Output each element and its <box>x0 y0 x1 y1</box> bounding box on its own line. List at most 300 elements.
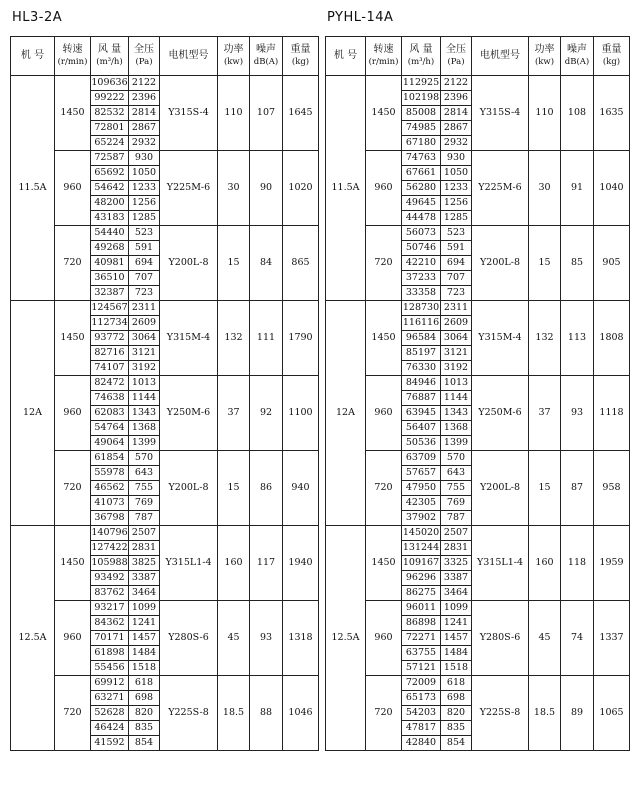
speed-cell: 960 <box>55 151 91 226</box>
pressure-cell: 2507 <box>441 526 472 541</box>
airflow-cell: 85008 <box>402 106 441 121</box>
pressure-cell: 2831 <box>129 541 160 556</box>
pressure-cell: 1484 <box>441 646 472 661</box>
power-cell: 37 <box>218 376 250 451</box>
pressure-cell: 1285 <box>129 211 160 226</box>
airflow-cell: 55978 <box>91 466 129 481</box>
airflow-cell: 56073 <box>402 226 441 241</box>
column-header-label: 噪声 <box>256 44 276 55</box>
motor-model-cell: Y315S-4 <box>472 76 529 151</box>
pressure-cell: 3121 <box>441 346 472 361</box>
airflow-cell: 96296 <box>402 571 441 586</box>
airflow-cell: 93217 <box>91 601 129 616</box>
motor-model-cell: Y200L-8 <box>472 451 529 526</box>
airflow-cell: 40981 <box>91 256 129 271</box>
motor-model-cell: Y315S-4 <box>160 76 218 151</box>
pressure-cell: 3064 <box>129 331 160 346</box>
airflow-cell: 36798 <box>91 511 129 526</box>
airflow-cell: 54203 <box>402 706 441 721</box>
pressure-cell: 643 <box>441 466 472 481</box>
noise-cell: 90 <box>250 151 283 226</box>
speed-cell: 1450 <box>55 526 91 601</box>
power-cell: 132 <box>218 301 250 376</box>
column-header <box>529 37 561 76</box>
pressure-cell: 570 <box>441 451 472 466</box>
pressure-cell: 523 <box>441 226 472 241</box>
pressure-cell: 1484 <box>129 646 160 661</box>
column-header <box>326 37 366 76</box>
column-header-label: 噪声 <box>567 44 587 55</box>
weight-cell: 1020 <box>283 151 319 226</box>
airflow-cell: 63709 <box>402 451 441 466</box>
pressure-cell: 1399 <box>129 436 160 451</box>
airflow-cell: 74985 <box>402 121 441 136</box>
airflow-cell: 74107 <box>91 361 129 376</box>
column-header-unit: (kw) <box>223 57 244 67</box>
pressure-cell: 1343 <box>129 406 160 421</box>
column-header-unit: (r/min) <box>57 57 88 67</box>
pressure-cell: 3387 <box>129 571 160 586</box>
airflow-cell: 86898 <box>402 616 441 631</box>
column-header <box>129 37 160 76</box>
column-header-label: 全压 <box>446 44 466 55</box>
airflow-cell: 93772 <box>91 331 129 346</box>
column-header-unit: (kg) <box>291 57 310 67</box>
pressure-cell: 1144 <box>129 391 160 406</box>
weight-cell: 1790 <box>283 301 319 376</box>
column-header <box>402 37 441 76</box>
power-cell: 45 <box>529 601 561 676</box>
pressure-cell: 930 <box>129 151 160 166</box>
power-cell: 30 <box>218 151 250 226</box>
pressure-cell: 1457 <box>441 631 472 646</box>
pressure-cell: 1241 <box>441 616 472 631</box>
column-header-label: 功率 <box>534 44 555 55</box>
motor-model-cell: Y250M-6 <box>160 376 218 451</box>
table-row <box>326 76 630 91</box>
column-header <box>283 37 319 76</box>
speed-cell: 720 <box>366 451 402 526</box>
weight-cell: 940 <box>283 451 319 526</box>
pressure-cell: 591 <box>129 241 160 256</box>
noise-cell: 86 <box>250 451 283 526</box>
power-cell: 132 <box>529 301 561 376</box>
airflow-cell: 67180 <box>402 136 441 151</box>
airflow-cell: 44478 <box>402 211 441 226</box>
pressure-cell: 694 <box>129 256 160 271</box>
airflow-cell: 61898 <box>91 646 129 661</box>
weight-cell: 1065 <box>594 676 630 751</box>
pressure-cell: 1013 <box>129 376 160 391</box>
pressure-cell: 618 <box>129 676 160 691</box>
column-header-unit: (m³/h) <box>407 57 435 67</box>
column-header <box>11 37 55 76</box>
motor-model-cell: Y200L-8 <box>472 226 529 301</box>
power-cell: 160 <box>218 526 250 601</box>
column-header-unit: (Pa) <box>447 57 465 67</box>
pressure-cell: 2867 <box>129 121 160 136</box>
pressure-cell: 723 <box>441 286 472 301</box>
airflow-cell: 145020 <box>402 526 441 541</box>
column-header-label: 机 号 <box>333 50 358 61</box>
airflow-cell: 112925 <box>402 76 441 91</box>
pressure-cell: 723 <box>129 286 160 301</box>
table-row <box>326 226 630 241</box>
airflow-cell: 82472 <box>91 376 129 391</box>
table-title: PYHL-14A <box>327 10 394 25</box>
noise-cell: 93 <box>561 376 594 451</box>
airflow-cell: 54642 <box>91 181 129 196</box>
pressure-cell: 1518 <box>441 661 472 676</box>
airflow-cell: 124567 <box>91 301 129 316</box>
column-header-label: 功率 <box>223 44 244 55</box>
motor-model-cell: Y200L-8 <box>160 226 218 301</box>
airflow-cell: 54440 <box>91 226 129 241</box>
noise-cell: 88 <box>250 676 283 751</box>
noise-cell: 107 <box>250 76 283 151</box>
airflow-cell: 50746 <box>402 241 441 256</box>
airflow-cell: 46562 <box>91 481 129 496</box>
speed-cell: 1450 <box>366 526 402 601</box>
column-header <box>441 37 472 76</box>
airflow-cell: 86275 <box>402 586 441 601</box>
airflow-cell: 72801 <box>91 121 129 136</box>
airflow-cell: 61854 <box>91 451 129 466</box>
airflow-cell: 50536 <box>402 436 441 451</box>
machine-model-cell: 11.5A <box>11 76 55 301</box>
pressure-cell: 1368 <box>441 421 472 436</box>
speed-cell: 960 <box>366 376 402 451</box>
power-cell: 15 <box>218 226 250 301</box>
pressure-cell: 1285 <box>441 211 472 226</box>
table-row <box>11 151 319 166</box>
pressure-cell: 1013 <box>441 376 472 391</box>
column-header-label: 重量 <box>601 44 622 55</box>
motor-model-cell: Y315M-4 <box>472 301 529 376</box>
airflow-cell: 99222 <box>91 91 129 106</box>
pressure-cell: 769 <box>441 496 472 511</box>
pressure-cell: 707 <box>441 271 472 286</box>
speed-cell: 720 <box>55 226 91 301</box>
speed-cell: 960 <box>55 376 91 451</box>
airflow-cell: 63945 <box>402 406 441 421</box>
airflow-cell: 33358 <box>402 286 441 301</box>
airflow-cell: 65173 <box>402 691 441 706</box>
power-cell: 15 <box>218 451 250 526</box>
weight-cell: 1046 <box>283 676 319 751</box>
speed-cell: 1450 <box>366 76 402 151</box>
airflow-cell: 96584 <box>402 331 441 346</box>
airflow-cell: 49645 <box>402 196 441 211</box>
pressure-cell: 1050 <box>129 166 160 181</box>
airflow-cell: 128730 <box>402 301 441 316</box>
airflow-cell: 70171 <box>91 631 129 646</box>
column-header <box>250 37 283 76</box>
airflow-cell: 82532 <box>91 106 129 121</box>
column-header <box>218 37 250 76</box>
column-header <box>160 37 218 76</box>
pressure-cell: 755 <box>441 481 472 496</box>
column-header-unit: (kw) <box>534 57 555 67</box>
airflow-cell: 74763 <box>402 151 441 166</box>
column-header <box>55 37 91 76</box>
pressure-cell: 1233 <box>441 181 472 196</box>
column-header <box>594 37 630 76</box>
motor-model-cell: Y315M-4 <box>160 301 218 376</box>
airflow-cell: 74638 <box>91 391 129 406</box>
table-row <box>326 376 630 391</box>
pressure-cell: 698 <box>441 691 472 706</box>
power-cell: 37 <box>529 376 561 451</box>
pressure-cell: 2814 <box>129 106 160 121</box>
fan-table-panel-pyhl-14a <box>325 8 629 751</box>
column-header-label: 转速 <box>62 44 83 55</box>
airflow-cell: 43183 <box>91 211 129 226</box>
pressure-cell: 1256 <box>129 196 160 211</box>
speed-cell: 1450 <box>55 301 91 376</box>
weight-cell: 1959 <box>594 526 630 601</box>
weight-cell: 958 <box>594 451 630 526</box>
motor-model-cell: Y225M-6 <box>472 151 529 226</box>
airflow-cell: 76330 <box>402 361 441 376</box>
airflow-cell: 46424 <box>91 721 129 736</box>
noise-cell: 111 <box>250 301 283 376</box>
pressure-cell: 2867 <box>441 121 472 136</box>
pressure-cell: 1399 <box>441 436 472 451</box>
motor-model-cell: Y280S-6 <box>160 601 218 676</box>
pressure-cell: 1343 <box>441 406 472 421</box>
pressure-cell: 1256 <box>441 196 472 211</box>
noise-cell: 84 <box>250 226 283 301</box>
airflow-cell: 57121 <box>402 661 441 676</box>
pressure-cell: 707 <box>129 271 160 286</box>
airflow-cell: 93492 <box>91 571 129 586</box>
pressure-cell: 835 <box>441 721 472 736</box>
pressure-cell: 1099 <box>441 601 472 616</box>
column-header-label: 重量 <box>290 44 311 55</box>
airflow-cell: 41592 <box>91 736 129 751</box>
table-row <box>326 451 630 466</box>
speed-cell: 720 <box>55 451 91 526</box>
pressure-cell: 769 <box>129 496 160 511</box>
airflow-cell: 62083 <box>91 406 129 421</box>
motor-model-cell: Y225S-8 <box>472 676 529 751</box>
pressure-cell: 3464 <box>129 586 160 601</box>
airflow-cell: 47950 <box>402 481 441 496</box>
pressure-cell: 1099 <box>129 601 160 616</box>
column-header-label: 全压 <box>134 44 154 55</box>
speed-cell: 720 <box>55 676 91 751</box>
airflow-cell: 57657 <box>402 466 441 481</box>
power-cell: 110 <box>529 76 561 151</box>
airflow-cell: 112734 <box>91 316 129 331</box>
column-header <box>472 37 529 76</box>
airflow-cell: 116116 <box>402 316 441 331</box>
speed-cell: 960 <box>366 151 402 226</box>
motor-model-cell: Y200L-8 <box>160 451 218 526</box>
pressure-cell: 2122 <box>129 76 160 91</box>
weight-cell: 1040 <box>594 151 630 226</box>
weight-cell: 1318 <box>283 601 319 676</box>
noise-cell: 74 <box>561 601 594 676</box>
pressure-cell: 755 <box>129 481 160 496</box>
table-row <box>11 301 319 316</box>
airflow-cell: 47817 <box>402 721 441 736</box>
pressure-cell: 3387 <box>441 571 472 586</box>
machine-model-cell: 11.5A <box>326 76 366 301</box>
airflow-cell: 48200 <box>91 196 129 211</box>
pressure-cell: 2932 <box>441 136 472 151</box>
header-row <box>11 37 319 76</box>
pressure-cell: 820 <box>129 706 160 721</box>
airflow-cell: 109167 <box>402 556 441 571</box>
power-cell: 18.5 <box>218 676 250 751</box>
column-header <box>366 37 402 76</box>
pressure-cell: 2609 <box>441 316 472 331</box>
airflow-cell: 84362 <box>91 616 129 631</box>
column-header-unit: dB(A) <box>564 57 590 67</box>
noise-cell: 85 <box>561 226 594 301</box>
airflow-cell: 102198 <box>402 91 441 106</box>
speed-cell: 1450 <box>366 301 402 376</box>
weight-cell: 865 <box>283 226 319 301</box>
noise-cell: 93 <box>250 601 283 676</box>
airflow-cell: 72009 <box>402 676 441 691</box>
airflow-cell: 42840 <box>402 736 441 751</box>
machine-model-cell: 12.5A <box>11 526 55 751</box>
airflow-cell: 56280 <box>402 181 441 196</box>
airflow-cell: 49268 <box>91 241 129 256</box>
column-header <box>91 37 129 76</box>
airflow-cell: 105988 <box>91 556 129 571</box>
pressure-cell: 2932 <box>129 136 160 151</box>
pressure-cell: 694 <box>441 256 472 271</box>
pressure-cell: 2507 <box>129 526 160 541</box>
column-header-unit: (kg) <box>602 57 621 67</box>
noise-cell: 89 <box>561 676 594 751</box>
pressure-cell: 3192 <box>441 361 472 376</box>
pressure-cell: 835 <box>129 721 160 736</box>
airflow-cell: 32387 <box>91 286 129 301</box>
column-header-label: 风 量 <box>97 44 122 55</box>
header-row <box>326 37 630 76</box>
power-cell: 160 <box>529 526 561 601</box>
airflow-cell: 140796 <box>91 526 129 541</box>
pressure-cell: 2122 <box>441 76 472 91</box>
pressure-cell: 2814 <box>441 106 472 121</box>
pressure-cell: 698 <box>129 691 160 706</box>
airflow-cell: 41073 <box>91 496 129 511</box>
machine-model-cell: 12A <box>11 301 55 526</box>
column-header-unit: (Pa) <box>135 57 153 67</box>
speed-cell: 1450 <box>55 76 91 151</box>
pressure-cell: 820 <box>441 706 472 721</box>
airflow-cell: 65692 <box>91 166 129 181</box>
pressure-cell: 787 <box>129 511 160 526</box>
pressure-cell: 2831 <box>441 541 472 556</box>
pressure-cell: 1457 <box>129 631 160 646</box>
airflow-cell: 52628 <box>91 706 129 721</box>
table-row <box>11 676 319 691</box>
table-row <box>11 601 319 616</box>
pressure-cell: 2396 <box>441 91 472 106</box>
power-cell: 30 <box>529 151 561 226</box>
column-header-unit: (m³/h) <box>96 57 123 67</box>
table-row <box>11 376 319 391</box>
airflow-cell: 127422 <box>91 541 129 556</box>
pressure-cell: 2609 <box>129 316 160 331</box>
column-header-label: 转速 <box>373 44 394 55</box>
column-header-label: 机 号 <box>20 50 45 61</box>
pressure-cell: 3121 <box>129 346 160 361</box>
column-header-label: 电机型号 <box>168 50 209 61</box>
column-header <box>561 37 594 76</box>
pressure-cell: 570 <box>129 451 160 466</box>
airflow-cell: 54764 <box>91 421 129 436</box>
airflow-cell: 82716 <box>91 346 129 361</box>
airflow-cell: 37902 <box>402 511 441 526</box>
table-row <box>326 676 630 691</box>
power-cell: 15 <box>529 451 561 526</box>
airflow-cell: 49064 <box>91 436 129 451</box>
airflow-cell: 55456 <box>91 661 129 676</box>
weight-cell: 1100 <box>283 376 319 451</box>
airflow-cell: 63271 <box>91 691 129 706</box>
motor-model-cell: Y315L1-4 <box>160 526 218 601</box>
pressure-cell: 930 <box>441 151 472 166</box>
pressure-cell: 1518 <box>129 661 160 676</box>
airflow-cell: 67661 <box>402 166 441 181</box>
noise-cell: 87 <box>561 451 594 526</box>
airflow-cell: 42305 <box>402 496 441 511</box>
column-header-unit: (r/min) <box>368 57 399 67</box>
pressure-cell: 1144 <box>441 391 472 406</box>
airflow-cell: 36510 <box>91 271 129 286</box>
speed-cell: 720 <box>366 676 402 751</box>
airflow-cell: 42210 <box>402 256 441 271</box>
pressure-cell: 3064 <box>441 331 472 346</box>
column-header-label: 风 量 <box>409 44 433 55</box>
column-header-label: 电机型号 <box>480 50 520 61</box>
airflow-cell: 84946 <box>402 376 441 391</box>
power-cell: 45 <box>218 601 250 676</box>
pressure-cell: 3464 <box>441 586 472 601</box>
airflow-cell: 96011 <box>402 601 441 616</box>
table-row <box>11 76 319 91</box>
noise-cell: 91 <box>561 151 594 226</box>
pressure-cell: 3325 <box>441 556 472 571</box>
weight-cell: 1118 <box>594 376 630 451</box>
pressure-cell: 3825 <box>129 556 160 571</box>
airflow-cell: 65224 <box>91 136 129 151</box>
weight-cell: 1645 <box>283 76 319 151</box>
table-row <box>326 526 630 541</box>
airflow-cell: 131244 <box>402 541 441 556</box>
pressure-cell: 591 <box>441 241 472 256</box>
airflow-cell: 85197 <box>402 346 441 361</box>
pressure-cell: 854 <box>441 736 472 751</box>
pressure-cell: 643 <box>129 466 160 481</box>
weight-cell: 1337 <box>594 601 630 676</box>
pressure-cell: 523 <box>129 226 160 241</box>
motor-model-cell: Y225M-6 <box>160 151 218 226</box>
weight-cell: 1940 <box>283 526 319 601</box>
airflow-cell: 109636 <box>91 76 129 91</box>
airflow-cell: 83762 <box>91 586 129 601</box>
airflow-cell: 37233 <box>402 271 441 286</box>
fan-spec-table <box>325 36 630 751</box>
motor-model-cell: Y250M-6 <box>472 376 529 451</box>
